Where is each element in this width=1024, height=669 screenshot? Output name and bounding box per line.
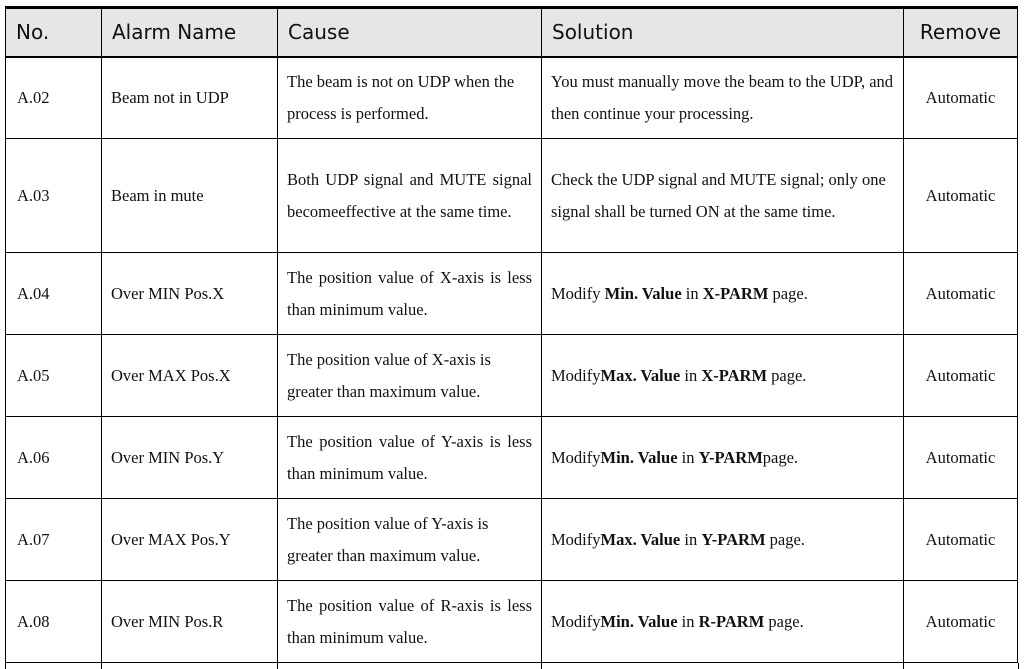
cell-remove: Automatic <box>904 335 1018 417</box>
solution-text: page. <box>765 529 805 549</box>
solution-text: Modify <box>551 283 605 303</box>
header-alarm-name: Alarm Name <box>102 8 278 57</box>
solution-page: Y-PARM <box>698 447 763 467</box>
cell-cause: Both UDP signal and MUTE signal becomeeffective at the same time. <box>278 139 542 253</box>
column-divider <box>277 663 278 669</box>
table-row <box>6 335 1018 417</box>
header-solution: Solution <box>542 8 904 57</box>
header-no: No. <box>6 8 102 57</box>
header-cause: Cause <box>278 8 542 57</box>
table-header <box>6 8 1018 57</box>
header-row <box>6 8 1018 57</box>
cell-alarm-name: Beam in mute <box>102 139 278 253</box>
cell-remove: Automatic <box>904 139 1018 253</box>
table-body <box>6 57 1018 663</box>
cell-solution: You must manually move the beam to the UDP, and then continue your processing. <box>542 57 904 139</box>
cell-no: A.07 <box>6 499 102 581</box>
cell-no: A.06 <box>6 417 102 499</box>
cell-alarm-name: Over MIN Pos.X <box>102 253 278 335</box>
cell-cause: The position value of Y-axis is less than minimum value. <box>278 417 542 499</box>
next-row-edge <box>5 663 1019 669</box>
solution-field: Min. Value <box>600 447 678 467</box>
solution-field: Min. Value <box>600 611 678 631</box>
cell-remove: Automatic <box>904 581 1018 663</box>
table-row <box>6 581 1018 663</box>
cell-solution <box>542 417 904 499</box>
column-divider <box>101 663 102 669</box>
solution-text: Modify <box>551 365 601 385</box>
column-divider <box>541 663 542 669</box>
solution-page: R-PARM <box>698 611 765 631</box>
cell-alarm-name: Over MAX Pos.X <box>102 335 278 417</box>
cell-solution: Check the UDP signal and MUTE signal; only one signal shall be turned ON at the same time. <box>542 139 904 253</box>
cell-cause: The position value of X-axis is less than minimum value. <box>278 253 542 335</box>
alarm-table <box>5 6 1018 663</box>
table-row <box>6 139 1018 253</box>
column-divider <box>903 663 904 669</box>
cell-no: A.04 <box>6 253 102 335</box>
cell-alarm-name: Over MIN Pos.Y <box>102 417 278 499</box>
table-row <box>6 499 1018 581</box>
solution-text: in <box>677 611 699 631</box>
table-row <box>6 57 1018 139</box>
cell-remove: Automatic <box>904 417 1018 499</box>
solution-text: in <box>680 529 702 549</box>
solution-field: Max. Value <box>600 365 681 385</box>
solution-text: in <box>677 447 699 467</box>
header-remove: Remove <box>904 8 1018 57</box>
cell-alarm-name: Over MAX Pos.Y <box>102 499 278 581</box>
solution-text: page. <box>767 365 807 385</box>
cell-cause: The position value of R-axis is less than minimum value. <box>278 581 542 663</box>
cell-remove: Automatic <box>904 253 1018 335</box>
cell-cause: The position value of Y-axis is greater than maximum value. <box>278 499 542 581</box>
cell-alarm-name: Beam not in UDP <box>102 57 278 139</box>
solution-text: page. <box>768 283 808 303</box>
solution-text: in <box>681 283 703 303</box>
cell-no: A.05 <box>6 335 102 417</box>
cell-solution <box>542 499 904 581</box>
cell-remove: Automatic <box>904 57 1018 139</box>
cell-cause: The position value of X-axis is greater than maximum value. <box>278 335 542 417</box>
cell-solution <box>542 581 904 663</box>
table-row <box>6 253 1018 335</box>
solution-text: in <box>680 365 702 385</box>
solution-page: X-PARM <box>702 283 769 303</box>
solution-text: Modify <box>551 611 601 631</box>
cell-cause: The beam is not on UDP when the process is performed. <box>278 57 542 139</box>
cell-solution <box>542 253 904 335</box>
cell-no: A.03 <box>6 139 102 253</box>
cell-alarm-name: Over MIN Pos.R <box>102 581 278 663</box>
solution-text: page. <box>762 447 799 467</box>
solution-field: Min. Value <box>604 283 682 303</box>
solution-text: Modify <box>551 529 601 549</box>
solution-text: Modify <box>551 447 601 467</box>
solution-field: Max. Value <box>600 529 681 549</box>
cell-no: A.08 <box>6 581 102 663</box>
solution-page: X-PARM <box>701 365 768 385</box>
solution-page: Y-PARM <box>701 529 766 549</box>
cell-remove: Automatic <box>904 499 1018 581</box>
cell-no: A.02 <box>6 57 102 139</box>
table-row <box>6 417 1018 499</box>
cell-solution <box>542 335 904 417</box>
solution-text: page. <box>764 611 804 631</box>
